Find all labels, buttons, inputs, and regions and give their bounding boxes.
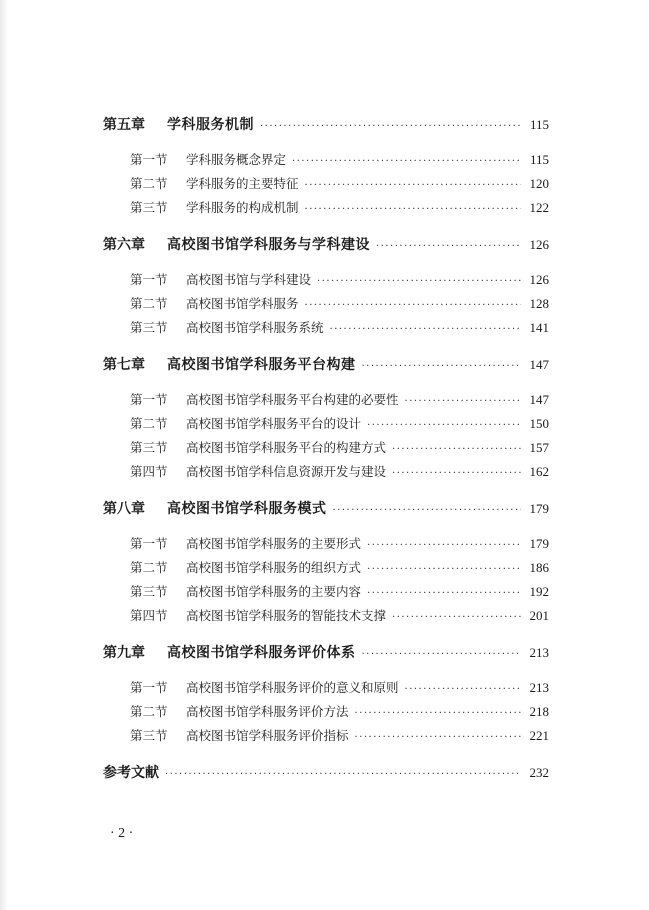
dot-leader xyxy=(355,732,521,743)
page-number: 218 xyxy=(529,704,549,719)
section-number: 第二节 xyxy=(130,176,168,191)
section-number: 第四节 xyxy=(130,608,168,623)
section-number: 第二节 xyxy=(130,560,168,575)
toc-chapter-5[interactable] xyxy=(103,114,549,134)
section-title: 学科服务的构成机制 xyxy=(186,200,299,215)
page-number: 115 xyxy=(529,117,549,132)
chapter-number: 第七章 xyxy=(103,357,145,373)
page-number: 213 xyxy=(529,645,549,660)
section-title: 高校图书馆与学科建设 xyxy=(186,272,312,287)
page-number: 126 xyxy=(529,272,549,287)
toc-chapter-9[interactable] xyxy=(103,642,549,662)
page-number: 141 xyxy=(529,320,549,335)
section-number: 第三节 xyxy=(130,440,168,455)
section-number: 第三节 xyxy=(130,728,168,743)
toc-section[interactable] xyxy=(130,414,549,432)
dot-leader xyxy=(392,612,521,623)
dot-leader xyxy=(305,300,521,311)
dot-leader xyxy=(367,588,521,599)
chapter-title: 学科服务机制 xyxy=(167,117,254,133)
toc-section[interactable] xyxy=(130,678,549,696)
section-title: 高校图书馆学科信息资源开发与建设 xyxy=(186,464,387,479)
toc-section[interactable] xyxy=(130,294,549,312)
page-number: 179 xyxy=(529,501,549,516)
dot-leader xyxy=(260,121,521,132)
toc-section[interactable] xyxy=(130,174,549,192)
page-number: 126 xyxy=(529,237,549,252)
section-number: 第二节 xyxy=(130,296,168,311)
dot-leader xyxy=(367,420,521,431)
toc-section[interactable] xyxy=(130,198,549,216)
page-number: 122 xyxy=(529,200,549,215)
section-title: 高校图书馆学科服务平台的构建方式 xyxy=(186,440,387,455)
page-number: 232 xyxy=(529,765,549,780)
section-number: 第二节 xyxy=(130,416,168,431)
section-title: 高校图书馆学科服务评价指标 xyxy=(186,728,349,743)
dot-leader xyxy=(405,396,521,407)
chapter-title: 高校图书馆学科服务与学科建设 xyxy=(167,237,370,253)
section-title: 高校图书馆学科服务的主要形式 xyxy=(186,536,362,551)
page-number: 179 xyxy=(529,536,549,551)
dot-leader xyxy=(317,276,521,287)
dot-leader xyxy=(392,468,521,479)
page-number: 115 xyxy=(529,152,549,167)
toc-section[interactable] xyxy=(130,318,549,336)
dot-leader xyxy=(330,324,521,335)
dot-leader xyxy=(376,241,521,252)
section-title: 高校图书馆学科服务系统 xyxy=(186,320,324,335)
dot-leader xyxy=(362,649,522,660)
toc-section[interactable] xyxy=(130,438,549,456)
dot-leader xyxy=(292,156,521,167)
section-number: 第三节 xyxy=(130,584,168,599)
toc-section[interactable] xyxy=(130,702,549,720)
toc-section[interactable] xyxy=(130,534,549,552)
chapter-number: 第五章 xyxy=(103,117,145,133)
section-title: 高校图书馆学科服务平台构建的必要性 xyxy=(186,392,399,407)
section-title: 高校图书馆学科服务的主要内容 xyxy=(186,584,362,599)
toc-section[interactable] xyxy=(130,582,549,600)
toc-references[interactable] xyxy=(103,762,549,782)
dot-leader xyxy=(305,204,521,215)
dot-leader xyxy=(165,769,521,780)
section-title: 高校图书馆学科服务的智能技术支撑 xyxy=(186,608,387,623)
page-number: 162 xyxy=(529,464,549,479)
section-number: 第一节 xyxy=(130,536,168,551)
page-number: 147 xyxy=(529,392,549,407)
section-number: 第三节 xyxy=(130,320,168,335)
page-number: 157 xyxy=(529,440,549,455)
dot-leader xyxy=(333,505,522,516)
toc-section[interactable] xyxy=(130,558,549,576)
dot-leader xyxy=(405,684,521,695)
page-number: 192 xyxy=(529,584,549,599)
toc-section[interactable] xyxy=(130,726,549,744)
toc-section[interactable] xyxy=(130,390,549,408)
page-number: 221 xyxy=(529,728,549,743)
page-footer-number: · 2 · xyxy=(110,826,134,841)
chapter-number: 第九章 xyxy=(103,645,145,661)
section-number: 第一节 xyxy=(130,680,168,695)
section-title: 高校图书馆学科服务平台的设计 xyxy=(186,416,362,431)
dot-leader xyxy=(305,180,521,191)
page-number: 147 xyxy=(529,357,549,372)
section-title: 高校图书馆学科服务评价方法 xyxy=(186,704,349,719)
section-title: 学科服务的主要特征 xyxy=(186,176,299,191)
page-number: 213 xyxy=(529,680,549,695)
section-number: 第一节 xyxy=(130,272,168,287)
toc-section[interactable] xyxy=(130,462,549,480)
chapter-title: 高校图书馆学科服务平台构建 xyxy=(167,357,356,373)
page-number: 201 xyxy=(529,608,549,623)
section-title: 学科服务概念界定 xyxy=(186,152,287,167)
dot-leader xyxy=(355,708,521,719)
section-number: 第四节 xyxy=(130,464,168,479)
toc-chapter-8[interactable] xyxy=(103,498,549,518)
dot-leader xyxy=(367,540,521,551)
chapter-title: 高校图书馆学科服务评价体系 xyxy=(167,645,356,661)
section-number: 第二节 xyxy=(130,704,168,719)
section-number: 第一节 xyxy=(130,392,168,407)
chapter-number: 第八章 xyxy=(103,501,145,517)
references-title: 参考文献 xyxy=(103,765,159,781)
section-title: 高校图书馆学科服务的组织方式 xyxy=(186,560,362,575)
section-number: 第三节 xyxy=(130,200,168,215)
toc-section[interactable] xyxy=(130,606,549,624)
dot-leader xyxy=(367,564,521,575)
dot-leader xyxy=(362,361,522,372)
toc-section[interactable] xyxy=(130,150,549,168)
section-number: 第一节 xyxy=(130,152,168,167)
page-number: 128 xyxy=(529,296,549,311)
toc-chapter-7[interactable] xyxy=(103,354,549,374)
page-number: 120 xyxy=(529,176,549,191)
toc-section[interactable] xyxy=(130,270,549,288)
section-title: 高校图书馆学科服务 xyxy=(186,296,299,311)
toc-chapter-6[interactable] xyxy=(103,234,549,254)
page-number: 186 xyxy=(529,560,549,575)
chapter-title: 高校图书馆学科服务模式 xyxy=(167,501,327,517)
page-number: 150 xyxy=(529,416,549,431)
dot-leader xyxy=(392,444,521,455)
chapter-number: 第六章 xyxy=(103,237,145,253)
section-title: 高校图书馆学科服务评价的意义和原则 xyxy=(186,680,399,695)
